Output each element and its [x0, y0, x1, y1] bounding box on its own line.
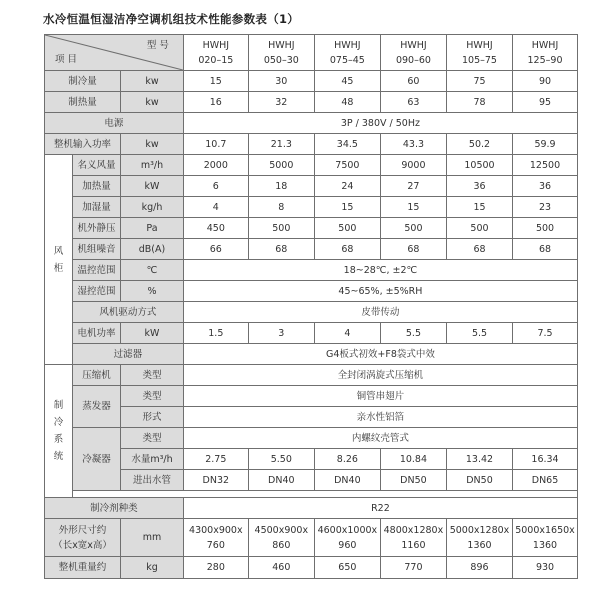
value-cell: 9000	[380, 155, 446, 176]
span-value-cell: 铜管串翅片	[183, 386, 577, 407]
value-cell: 66	[183, 239, 248, 260]
value-cell: 10500	[446, 155, 512, 176]
condenser-water-row	[45, 449, 578, 470]
value-cell: 500	[248, 218, 314, 239]
unit-cell: kW	[121, 176, 184, 197]
attr-label: 类型	[121, 386, 184, 407]
value-cell: 59.9	[513, 134, 578, 155]
value-cell: 16.34	[513, 449, 578, 470]
cooling-row	[45, 71, 578, 92]
unit-cell: m³/h	[121, 155, 184, 176]
value-cell: 75	[446, 71, 512, 92]
value-cell: 7.5	[513, 323, 578, 344]
model-line1: HWHJ	[466, 39, 493, 51]
unit-cell: dB(A)	[121, 239, 184, 260]
value-cell: 78	[446, 92, 512, 113]
model-line2: 075–45	[329, 54, 365, 66]
model-cell	[446, 35, 512, 71]
row-label: 湿控范围	[72, 281, 120, 302]
row-label: 加热量	[72, 176, 120, 197]
value-cell: 13.42	[446, 449, 512, 470]
model-cell	[183, 35, 248, 71]
value-cell: 500	[513, 218, 578, 239]
value-cell: 5000x1280x 1360	[446, 519, 512, 557]
component-label: 蒸发器	[72, 386, 120, 428]
value-cell: 12500	[513, 155, 578, 176]
value-cell: DN32	[183, 470, 248, 491]
row-label: 电源	[45, 113, 184, 134]
value-cell: 7500	[314, 155, 380, 176]
condenser-type-row	[45, 428, 578, 449]
value-cell: 68	[314, 239, 380, 260]
value-cell: 34.5	[314, 134, 380, 155]
value-cell: DN65	[513, 470, 578, 491]
model-line2: 105–75	[462, 54, 497, 66]
value-cell: 4500x900x 860	[248, 519, 314, 557]
evaporator-form-row	[45, 407, 578, 428]
value-cell: 500	[314, 218, 380, 239]
model-line2: 125–90	[527, 54, 563, 66]
attr-label: 进出水管	[121, 470, 184, 491]
value-cell: 5000x1650x 1360	[513, 519, 578, 557]
spacer-row	[45, 491, 578, 498]
value-cell: 23	[513, 197, 578, 218]
header-diagonal-cell	[45, 35, 184, 71]
value-cell: 4	[183, 197, 248, 218]
value-cell: 10.84	[380, 449, 446, 470]
fan-group-label: 风柜	[45, 155, 73, 365]
value-cell: 36	[446, 176, 512, 197]
attr-label: 水量m³/h	[121, 449, 184, 470]
unit-cell: kw	[121, 92, 184, 113]
row-label: 名义风量	[72, 155, 120, 176]
value-cell: 15	[446, 197, 512, 218]
unit-cell: kW	[121, 323, 184, 344]
row-label: 电机功率	[72, 323, 120, 344]
value-cell: 10.7	[183, 134, 248, 155]
refrigerant-row	[45, 498, 578, 519]
value-cell: 21.3	[248, 134, 314, 155]
power-source-row	[45, 113, 578, 134]
row-label: 过滤器	[72, 344, 183, 365]
value-cell: 90	[513, 71, 578, 92]
component-label: 压缩机	[72, 365, 120, 386]
motor-power-row	[45, 323, 578, 344]
value-cell: 4800x1280x 1160	[380, 519, 446, 557]
value-cell: 45	[314, 71, 380, 92]
drive-row	[45, 302, 578, 323]
evaporator-type-row	[45, 386, 578, 407]
airflow-row	[45, 155, 578, 176]
model-cell	[513, 35, 578, 71]
value-cell: 18	[248, 176, 314, 197]
model-line1: HWHJ	[400, 39, 427, 51]
unit-cell: mm	[121, 519, 184, 557]
value-cell: 5000	[248, 155, 314, 176]
value-cell: 15	[380, 197, 446, 218]
value-cell: 15	[314, 197, 380, 218]
span-value-cell: 亲水性铝箔	[183, 407, 577, 428]
unit-cell: ℃	[121, 260, 184, 281]
row-label: 制冷剂种类	[45, 498, 184, 519]
value-cell: 4600x1000x 960	[314, 519, 380, 557]
static-pressure-row	[45, 218, 578, 239]
filter-row	[45, 344, 578, 365]
value-cell: 63	[380, 92, 446, 113]
value-cell: 460	[248, 557, 314, 579]
value-cell: 4300x900x 760	[183, 519, 248, 557]
heating-amount-row	[45, 176, 578, 197]
model-line1: HWHJ	[334, 39, 361, 51]
unit-cell: kg/h	[121, 197, 184, 218]
model-line1: HWHJ	[202, 39, 230, 51]
row-label: 加湿量	[72, 197, 120, 218]
attr-label: 类型	[121, 428, 184, 449]
value-cell: 30	[248, 71, 314, 92]
model-label: 型 号	[146, 40, 169, 51]
model-line1: HWHJ	[268, 39, 295, 51]
heating-row	[45, 92, 578, 113]
temp-range-row	[45, 260, 578, 281]
value-cell: 896	[446, 557, 512, 579]
unit-cell: %	[121, 281, 184, 302]
attr-label: 形式	[121, 407, 184, 428]
model-line2: 050–30	[263, 54, 299, 66]
value-cell: DN50	[380, 470, 446, 491]
value-cell: 4	[314, 323, 380, 344]
value-cell: 930	[513, 557, 578, 579]
span-value-cell: 3P / 380V / 50Hz	[183, 113, 577, 134]
value-cell: 36	[513, 176, 578, 197]
item-label: 项 目	[55, 54, 78, 65]
value-cell: 3	[248, 323, 314, 344]
value-cell: 2.75	[183, 449, 248, 470]
value-cell: 5.50	[248, 449, 314, 470]
header-row	[45, 35, 578, 71]
model-line2: 090–60	[395, 54, 431, 66]
row-label: 整机输入功率	[45, 134, 121, 155]
model-cell	[314, 35, 380, 71]
value-cell: 280	[183, 557, 248, 579]
compressor-row	[45, 365, 578, 386]
value-cell: 48	[314, 92, 380, 113]
unit-cell: kw	[121, 134, 184, 155]
span-value-cell: 18~28℃, ±2℃	[183, 260, 577, 281]
value-cell: DN40	[248, 470, 314, 491]
model-line2: 020–15	[198, 54, 234, 66]
unit-cell: kg	[121, 557, 184, 579]
dimensions-row	[45, 519, 578, 557]
value-cell: 50.2	[446, 134, 512, 155]
row-label: 制冷量	[45, 71, 121, 92]
value-cell: 770	[380, 557, 446, 579]
model-cell	[380, 35, 446, 71]
spacer-cell	[72, 491, 577, 498]
humidity-range-row	[45, 281, 578, 302]
value-cell: 43.3	[380, 134, 446, 155]
value-cell: DN40	[314, 470, 380, 491]
weight-row	[45, 557, 578, 579]
component-label: 冷凝器	[72, 428, 120, 491]
page-title: 水冷恒温恒湿洁净空调机组技术性能参数表（1）	[43, 12, 300, 26]
value-cell: 8	[248, 197, 314, 218]
value-cell: 5.5	[380, 323, 446, 344]
value-cell: 500	[446, 218, 512, 239]
value-cell: 6	[183, 176, 248, 197]
row-label: 整机重量约	[45, 557, 121, 579]
span-value-cell: R22	[183, 498, 577, 519]
condenser-pipe-row	[45, 470, 578, 491]
value-cell: 16	[183, 92, 248, 113]
noise-row	[45, 239, 578, 260]
value-cell: 2000	[183, 155, 248, 176]
span-value-cell: 全封闭涡旋式压缩机	[183, 365, 577, 386]
humidify-row	[45, 197, 578, 218]
value-cell: 1.5	[183, 323, 248, 344]
model-line1: HWHJ	[531, 39, 559, 51]
model-cell	[248, 35, 314, 71]
row-label: 风机驱动方式	[72, 302, 183, 323]
attr-label: 类型	[121, 365, 184, 386]
value-cell: 68	[248, 239, 314, 260]
span-value-cell: 皮带传动	[183, 302, 577, 323]
row-label: 温控范围	[72, 260, 120, 281]
value-cell: 450	[183, 218, 248, 239]
value-cell: 68	[380, 239, 446, 260]
value-cell: 95	[513, 92, 578, 113]
row-label: 外形尺寸约 （长x宽x高）	[45, 519, 121, 557]
value-cell: 24	[314, 176, 380, 197]
refrig-group-label: 制冷系统	[45, 365, 73, 498]
input-power-row	[45, 134, 578, 155]
value-cell: 500	[380, 218, 446, 239]
value-cell: 60	[380, 71, 446, 92]
value-cell: 32	[248, 92, 314, 113]
value-cell: 5.5	[446, 323, 512, 344]
spec-table	[44, 34, 578, 579]
row-label: 机组噪音	[72, 239, 120, 260]
value-cell: 15	[183, 71, 248, 92]
unit-cell: Pa	[121, 218, 184, 239]
value-cell: 8.26	[314, 449, 380, 470]
value-cell: 27	[380, 176, 446, 197]
value-cell: 68	[513, 239, 578, 260]
span-value-cell: G4板式初效+F8袋式中效	[183, 344, 577, 365]
unit-cell: kw	[121, 71, 184, 92]
value-cell: DN50	[446, 470, 512, 491]
span-value-cell: 内螺纹壳管式	[183, 428, 577, 449]
row-label: 机外静压	[72, 218, 120, 239]
value-cell: 650	[314, 557, 380, 579]
row-label: 制热量	[45, 92, 121, 113]
span-value-cell: 45~65%, ±5%RH	[183, 281, 577, 302]
value-cell: 68	[446, 239, 512, 260]
